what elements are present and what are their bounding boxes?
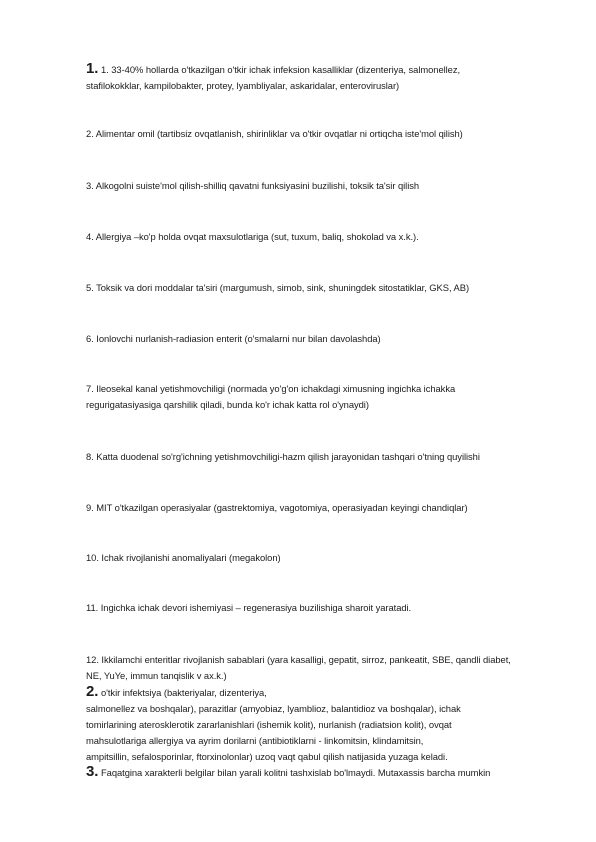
list-item-9 — [86, 500, 556, 516]
section-2-line-5: ampitsillin, sefalosporinlar, ftorxinolonlar) uzoq vaqt qabul qilish natijasida yuzaga keladi. — [86, 751, 448, 762]
section-2-line-3: tomirlarining aterosklerotik zararlanishlari (ishemik kolit), nurlanish (radiatsion kolit), ovqat — [86, 719, 452, 730]
list-item-11-text: 11. Ingichka ichak devori ishemiyasi – regenerasiya buzilishiga sharoit yaratadi. — [86, 602, 412, 613]
list-item-2 — [86, 126, 556, 142]
list-item-7-line-2: regurigatasiyasiga qarshilik qiladi, bunda ko'r ichak katta rol o'ynaydi) — [86, 399, 369, 410]
section-2-line-1 — [86, 684, 556, 701]
section-3-number: 3. — [86, 763, 99, 780]
list-item-2-text: 2. Alimentar omil (tartibsiz ovqatlanish, shirinliklar va o'tkir ovqatlar ni ortiqcha iste'mol qilish) — [86, 128, 463, 139]
list-item-11 — [86, 600, 556, 616]
list-item-6-text: 6. Ionlovchi nurlanish-radiasion enterit (o'smalarni nur bilan davolashda) — [86, 333, 381, 344]
list-item-5 — [86, 280, 556, 296]
list-item-4 — [86, 229, 556, 245]
section-1-line-1-text: 1. 33-40% hollarda o'tkazilgan o'tkir ichak infeksion kasalliklar (dizenteriya, salmonellez, — [98, 64, 461, 75]
list-item-7 — [86, 381, 556, 413]
list-item-10 — [86, 550, 556, 566]
list-item-6 — [86, 331, 556, 347]
list-item-12-line-2: NE, YuYe, immun tanqislik v ax.k.) — [86, 670, 227, 681]
section-2-line-1-text: o'tkir infektsiya (bakteriyalar, dizenteriya, — [98, 687, 267, 698]
section-3 — [86, 764, 556, 781]
section-2-line-2: salmonellez va boshqalar), parazitlar (amyobiaz, lyamblioz, balantidioz va boshqalar), ichak — [86, 703, 461, 714]
section-1-line-2: stafilokokklar, kampilobakter, protey, lyambliyalar, askaridalar, enteroviruslar) — [86, 80, 400, 91]
list-item-12 — [86, 652, 556, 684]
section-1-number: 1. — [86, 60, 99, 77]
section-2 — [86, 684, 556, 765]
list-item-8 — [86, 449, 556, 465]
section-2-line-4: mahsulotlariga allergiya va ayrim dorilarni (antibiotiklarni - linkomitsin, klindamitsin, — [86, 735, 424, 746]
section-1-line-1 — [86, 61, 556, 78]
list-item-9-text: 9. MIT o'tkazilgan operasiyalar (gastrektomiya, vagotomiya, operasiyadan keyingi chandiqlar) — [86, 502, 468, 513]
section-2-number: 2. — [86, 683, 99, 700]
list-item-10-text: 10. Ichak rivojlanishi anomaliyalari (megakolon) — [86, 552, 281, 563]
list-item-5-text: 5. Toksik va dori moddalar ta'siri (margumush, simob, sink, shuningdek sitostatiklar, GKS, AB) — [86, 282, 470, 293]
list-item-3-text: 3. Alkogolni suiste'mol qilish-shilliq qavatni funksiyasini buzilishi, toksik ta'sir qilish — [86, 180, 420, 191]
list-item-12-line-1: 12. Ikkilamchi enteritlar rivojlanish sabablari (yara kasalligi, gepatit, sirroz, pankeatit, SBE, qandli diabet, — [86, 654, 511, 665]
list-item-8-text: 8. Katta duodenal so'rg'ichning yetishmovchiligi-hazm qilish jarayonidan tashqari o'tning quyilishi — [86, 451, 480, 462]
list-item-3 — [86, 178, 556, 194]
section-3-line-1-text: Faqatgina xarakterli belgilar bilan yarali kolitni tashxislab bo'lmaydi. Mutaxassis barcha mumkin — [98, 767, 491, 778]
section-3-line-1 — [86, 764, 556, 781]
section-1 — [86, 61, 556, 94]
list-item-7-line-1: 7. Ileosekal kanal yetishmovchiligi (normada yo'g'on ichakdagi ximusning ingichka ichakka — [86, 383, 456, 394]
list-item-4-text: 4. Allergiya –ko'p holda ovqat maxsulotlariga (sut, tuxum, baliq, shokolad va x.k.). — [86, 231, 419, 242]
